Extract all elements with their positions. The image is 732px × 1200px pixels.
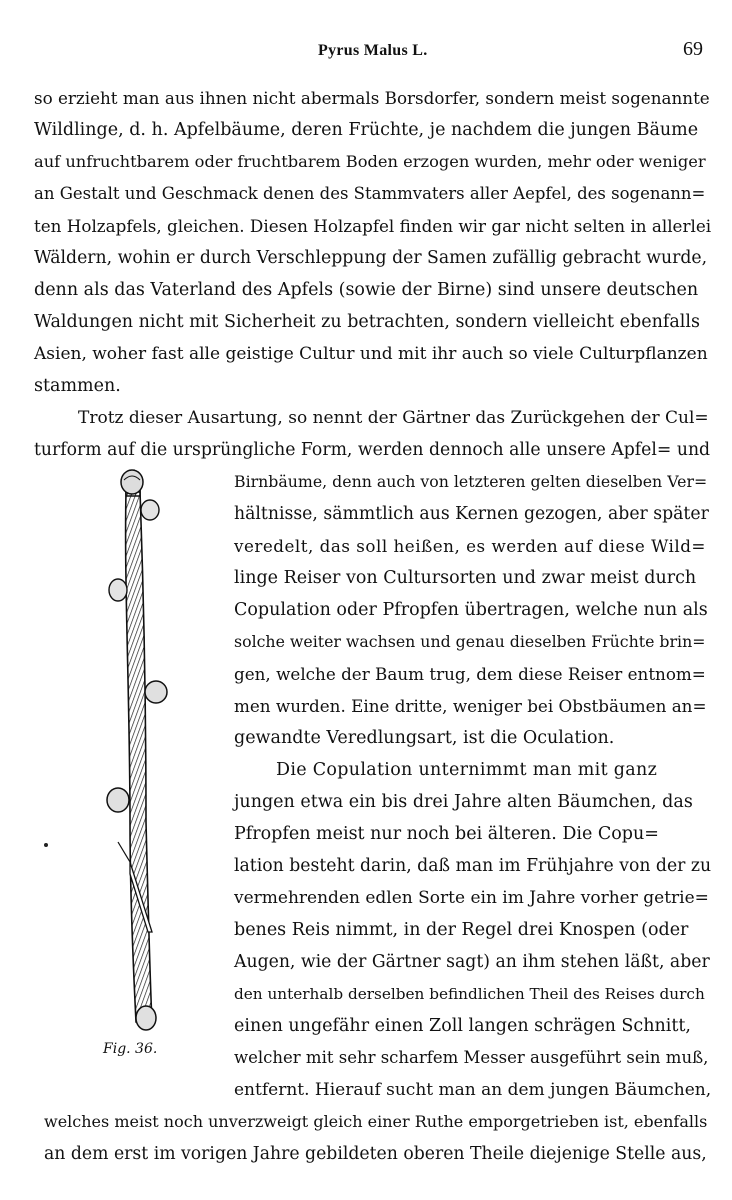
text-line: Birnbäume, denn auch von letzteren gelten dieselben Ver= bbox=[234, 472, 708, 491]
margin-speck bbox=[44, 843, 48, 847]
text-line: vermehrenden edlen Sorte ein im Jahre vorher getrie= bbox=[234, 888, 709, 908]
text-line: Trotz dieser Ausartung, so nennt der Gärtner das Zurückgehen der Cul= bbox=[78, 408, 709, 428]
text-line: an dem erst im vorigen Jahre gebildeten oberen Theile diejenige Stelle aus, bbox=[44, 1144, 707, 1164]
text-line: so erzieht man aus ihnen nicht abermals Borsdorfer, sondern meist sogenannte bbox=[34, 88, 710, 108]
text-line: auf unfruchtbarem oder fruchtbarem Boden erzogen wurden, mehr oder weniger bbox=[34, 152, 706, 171]
text-line: jungen etwa ein bis drei Jahre alten Bäumchen, das bbox=[234, 792, 693, 812]
text-line: turform auf die ursprüngliche Form, werden dennoch alle unsere Apfel= und bbox=[34, 440, 711, 460]
text-line: Asien, woher fast alle geistige Cultur und mit ihr auch so viele Culturpflanzen bbox=[34, 344, 708, 364]
running-title: Pyrus Malus L. bbox=[318, 42, 428, 59]
text-line: Pfropfen meist nur noch bei älteren. Die Copu= bbox=[234, 824, 659, 844]
text-line: Augen, wie der Gärtner sagt) an ihm stehen läßt, aber bbox=[234, 952, 710, 972]
text-line: solche weiter wachsen und genau dieselben Früchte brin= bbox=[234, 632, 706, 651]
text-line: gen, welche der Baum trug, dem diese Reiser entnom= bbox=[234, 664, 706, 684]
twig-illustration bbox=[96, 462, 196, 1042]
text-line: stammen. bbox=[34, 376, 121, 396]
text-line: veredelt, das soll heißen, es werden auf diese Wild= bbox=[234, 536, 706, 556]
text-line: den unterhalb derselben befindlichen Theil des Reises durch bbox=[234, 985, 705, 1003]
text-line: linge Reiser von Cultursorten und zwar meist durch bbox=[234, 568, 697, 588]
text-line: men wurden. Eine dritte, weniger bei Obstbäumen an= bbox=[234, 696, 707, 716]
text-line: einen ungefähr einen Zoll langen schrägen Schnitt, bbox=[234, 1016, 691, 1036]
text-line: gewandte Veredlungsart, ist die Oculation. bbox=[234, 728, 615, 748]
text-line: Wäldern, wohin er durch Verschleppung der Samen zufällig gebracht wurde, bbox=[34, 248, 708, 268]
text-line: an Gestalt und Geschmack denen des Stammvaters aller Aepfel, des sogenann= bbox=[34, 184, 706, 203]
text-line: Copulation oder Pfropfen übertragen, welche nun als bbox=[234, 600, 708, 620]
running-head bbox=[0, 38, 732, 68]
text-line: benes Reis nimmt, in der Regel drei Knospen (oder bbox=[234, 920, 689, 940]
text-line: welcher mit sehr scharfem Messer ausgeführt sein muß, bbox=[234, 1048, 709, 1067]
text-line: ten Holzapfels, gleichen. Diesen Holzapfel finden wir gar nicht selten in allerlei bbox=[34, 216, 712, 236]
text-line: welches meist noch unverzweigt gleich einer Ruthe emporgetrieben ist, ebenfalls bbox=[44, 1112, 708, 1131]
text-line: Wildlinge, d. h. Apfelbäume, deren Früchte, je nachdem die jungen Bäume bbox=[34, 120, 699, 140]
page-number: 69 bbox=[683, 38, 703, 60]
text-line: Die Copulation unternimmt man mit ganz bbox=[276, 760, 658, 780]
text-line: lation besteht darin, daß man im Frühjahre von der zu bbox=[234, 856, 712, 876]
text-line: denn als das Vaterland des Apfels (sowie der Birne) sind unsere deutschen bbox=[34, 280, 699, 300]
text-line: entfernt. Hierauf sucht man an dem jungen Bäumchen, bbox=[234, 1080, 712, 1100]
figure-caption: Fig. 36. bbox=[103, 1041, 158, 1057]
text-line: Waldungen nicht mit Sicherheit zu betrachten, sondern vielleicht ebenfalls bbox=[34, 312, 700, 332]
text-line: hältnisse, sämmtlich aus Kernen gezogen, aber später bbox=[234, 504, 709, 524]
